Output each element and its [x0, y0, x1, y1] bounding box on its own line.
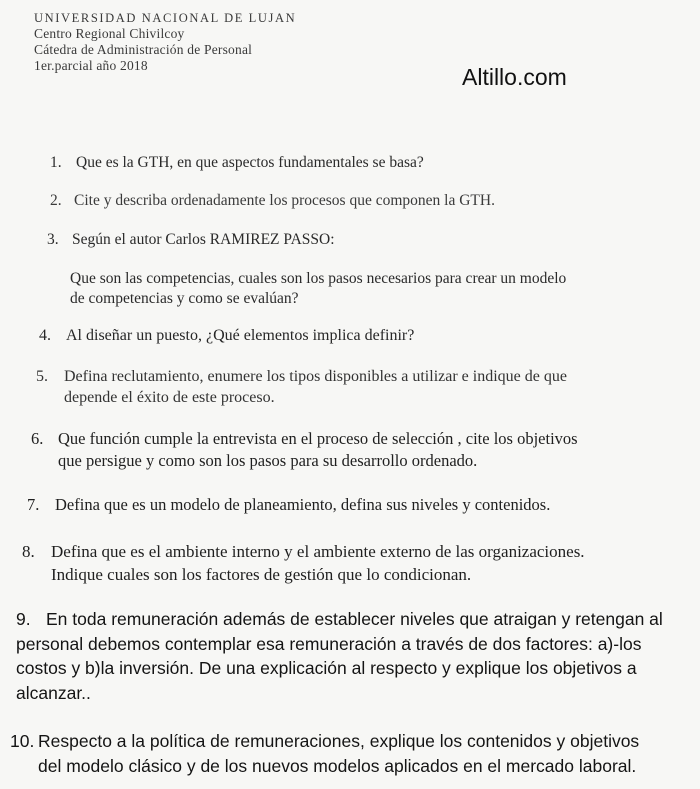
document-header: [34, 10, 354, 74]
question-line: alcanzar..: [16, 682, 91, 703]
question-number: 5.: [36, 368, 48, 385]
question-number: 3.: [47, 231, 59, 248]
question-line: Que es la GTH, en que aspectos fundamentales se basa?: [76, 154, 424, 171]
question-line: En toda remuneración además de establecer niveles que atraigan y retengan al: [46, 609, 663, 629]
question-line: Defina reclutamiento, enumere los tipos disponibles a utilizar e indique de que: [64, 368, 567, 385]
question-number: 9.: [16, 609, 31, 629]
question-line: Al diseñar un puesto, ¿Qué elementos implica definir?: [66, 327, 415, 344]
question-line: Cite y describa ordenadamente los procesos que componen la GTH.: [74, 192, 495, 209]
question-line: depende el éxito de este proceso.: [64, 389, 275, 406]
question-line: personal debemos contemplar esa remuneración a través de dos factores: a)-los: [16, 633, 642, 654]
question-line: del modelo clásico y de los nuevos modelos aplicados en el mercado laboral.: [38, 756, 637, 776]
question-line: Que son las competencias, cuales son los pasos necesarios para crear un modelo: [70, 270, 567, 287]
question-line: que persigue y como son los pasos para su desarrollo ordenado.: [58, 451, 478, 470]
question-number: 8.: [22, 542, 35, 561]
question-line: Que función cumple la entrevista en el proceso de selección , cite los objetivos: [58, 429, 578, 448]
question-line: Defina que es un modelo de planeamiento, defina sus niveles y contenidos.: [55, 495, 551, 514]
question-number: 10.: [10, 731, 35, 751]
question-number: 4.: [39, 327, 51, 344]
question-line: Indique cuales son los factores de gestión que lo condicionan.: [51, 565, 472, 584]
question-number: 1.: [50, 154, 62, 171]
question-line: Defina que es el ambiente interno y el ambiente externo de las organizaciones.: [51, 542, 585, 561]
question-number: 7.: [27, 495, 40, 514]
exam-name: 1er.parcial año 2018: [34, 58, 148, 73]
question-3-detail: [70, 269, 566, 309]
question-line: costos y b)la inversión. De una explicación al respecto y explique los objetivos a: [16, 658, 637, 678]
question-line: Respecto a la política de remuneraciones, explique los contenidos y objetivos: [38, 731, 640, 751]
university-name: UNIVERSIDAD NACIONAL DE LUJAN: [34, 11, 297, 25]
site-watermark: Altillo.com: [462, 64, 567, 90]
question-number: 2.: [50, 192, 62, 209]
question-number: 6.: [31, 429, 44, 448]
regional-center: Centro Regional Chivilcoy: [34, 26, 185, 41]
question-line: de competencias y como se evalúan?: [70, 290, 299, 307]
question-line: Según el autor Carlos RAMIREZ PASSO:: [72, 231, 335, 248]
course-name: Cátedra de Administración de Personal: [34, 42, 253, 57]
